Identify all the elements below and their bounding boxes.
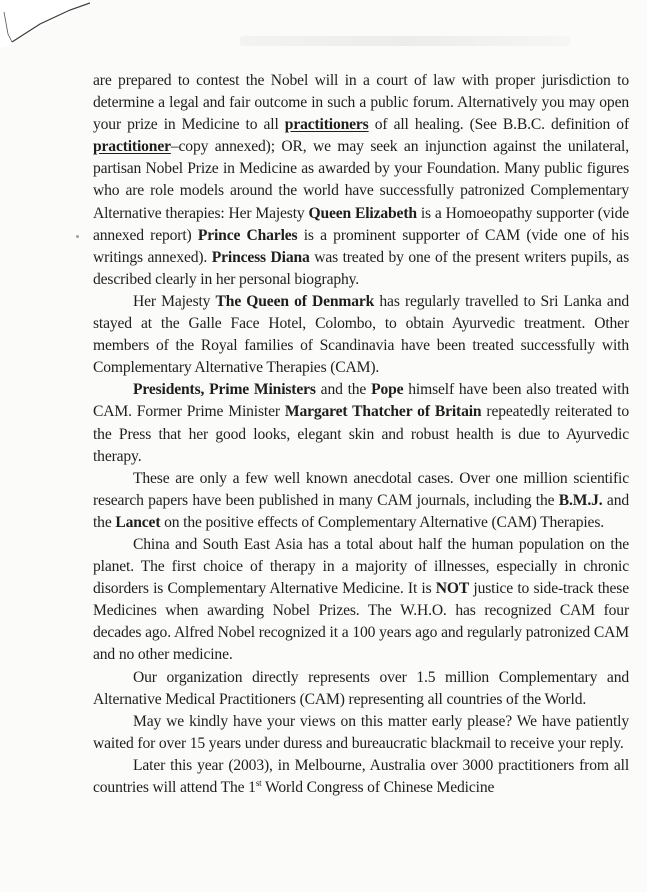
text-run: was treated by one of the present writers pupils, as described clearly in her personal biography. (93, 248, 629, 288)
bold-text: NOT (435, 580, 470, 598)
paragraph (93, 755, 629, 799)
underlined-bold-text: practitioner (93, 138, 171, 156)
superscript-text: st (255, 777, 262, 788)
text-run: of all healing. (See B.B.C. definition of (368, 116, 630, 134)
text-run: and the (315, 381, 372, 399)
bold-text: Queen Elizabeth (308, 204, 417, 222)
text-run: World Congress of Chinese Medicine (261, 779, 495, 796)
text-run: justice to side-track these Medicines when awarding Nobel Prizes. The W.H.O. has recognized CAM four decades ago. Alfred Nobel recognized it a 100 years ago and regularly patronized CAM and no other medicine. (93, 580, 629, 664)
paragraph (93, 534, 629, 667)
text-run: May we kindly have your views on this matter early please? We have patiently waited for over 15 years under duress and bureaucratic blackmail to receive your reply. (93, 712, 629, 752)
text-run: These are only a few well known anecdotal cases. Over one million scientific research papers have been published in many CAM journals, including the (93, 469, 629, 509)
text-run: Her Majesty (133, 292, 216, 310)
paragraph (93, 468, 629, 534)
text-run: is a prominent supporter of CAM (vide one of his writings annexed). (93, 226, 629, 266)
paragraph (93, 70, 629, 291)
paragraph (93, 291, 629, 379)
show-through-smudge (240, 36, 570, 46)
underlined-bold-text: practitioners (284, 116, 369, 134)
text-run: is a Homoeopathy supporter (vide annexed report) (93, 204, 629, 244)
letter-body (93, 70, 629, 799)
text-run: has regularly travelled to Sri Lanka and stayed at the Galle Face Hotel, Colombo, to obtain Ayurvedic treatment. Other members of the Royal families of Scandinavia have been treated successfully with Complementary Alternative Therapies (CAM). (93, 292, 630, 377)
text-run: himself have been also treated with CAM. Former Prime Minister (93, 381, 629, 421)
text-run: are prepared to contest the Nobel will in a court of law with proper jurisdiction to determine a legal and fair outcome in such a public forum. Alternatively you may open your prize in Medicine to all (93, 72, 629, 134)
bold-text: Prince Charles (197, 226, 298, 244)
text-run: and the (93, 491, 629, 531)
bold-text: Pope (371, 381, 404, 399)
folded-corner-icon (0, 0, 90, 48)
margin-speck (76, 235, 79, 238)
text-run: –copy annexed); OR, we may seek an injunction against the unilateral, partisan Nobel Prize in Medicine as awarded by your Foundation. Many public figures who are role models around the world have successfully patronized Complementary Alternative therapies: Her Majesty (93, 138, 629, 222)
bold-text: Margaret Thatcher of Britain (284, 403, 482, 421)
text-run: Our organization directly represents over 1.5 million Complementary and Alternative Medical Practitioners (CAM) representing all countries of the World. (93, 668, 629, 708)
bold-text: Presidents, Prime Ministers (133, 381, 316, 399)
paragraph (93, 667, 629, 711)
bold-text: The Queen of Denmark (215, 292, 375, 310)
paragraph (93, 379, 629, 467)
text-run: on the positive effects of Complementary Alternative (CAM) Therapies. (160, 513, 604, 531)
bold-text: B.M.J. (558, 491, 603, 509)
paragraph (93, 711, 629, 755)
bold-text: Princess Diana (211, 248, 310, 266)
bold-text: Lancet (115, 513, 161, 531)
text-run: Later this year (2003), in Melbourne, Australia over 3000 practitioners from all countries will attend The 1 (93, 756, 629, 796)
text-run: repeatedly reiterated to the Press that her good looks, elegant skin and robust health is due to Ayurvedic therapy. (93, 403, 629, 465)
text-run: China and South East Asia has a total about half the human population on the planet. The first choice of therapy in a majority of illnesses, especially in chronic disorders is Complementary Alternative Medicine. It is (93, 535, 629, 598)
